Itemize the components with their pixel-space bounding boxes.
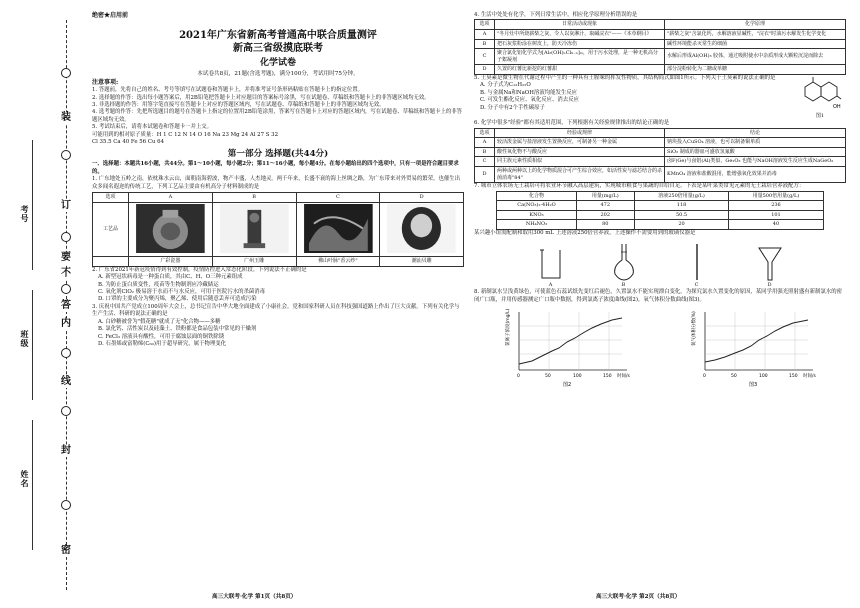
q6-cell: D: [475, 166, 495, 182]
q3-option: A. 白砂糖被誉为"假花糖"就成了无"化合物——多糖: [98, 318, 221, 325]
apparatus-c: [682, 242, 712, 289]
volumetric-flask-icon: [609, 242, 639, 282]
q4-cell: "冬月灶中所烧薪柴之灰，令人以灰淋汁，取碱浣衣"——《本草纲目》: [495, 30, 665, 40]
q6-cell: 酸性氧化物不与酸反应: [495, 147, 665, 157]
q1-option-a: A: [129, 193, 213, 203]
q4-header: 选项: [475, 20, 495, 30]
page-2-footer: 高三大联考·化学 第2页（共8页）: [596, 594, 681, 600]
binding-mark: 不: [61, 268, 71, 279]
q7-table: [496, 191, 823, 230]
apparatus-a: [536, 242, 566, 289]
shell-carving-image: [381, 204, 462, 253]
x-tick: 50: [731, 374, 737, 380]
q5-option: B. 与金属Na和NaOH溶液均能发生反应: [480, 89, 578, 96]
binding-mark: 封: [61, 445, 71, 456]
field-line-name: [32, 420, 33, 550]
q4-cell: 聚合氯化铝化学式为[Al₂(OH)ₙCl₆₋ₙ]ₘ，用于污水处理，是一种无机高分子絮凝剂: [495, 49, 665, 65]
binding-circle: [61, 406, 71, 416]
q6-cell: SiO₂ 制成的器皿可盛放氢氟酸: [665, 147, 846, 157]
binding-circle: [61, 348, 71, 358]
binding-mark: 答: [61, 300, 71, 311]
binding-circle: [61, 150, 71, 160]
q1-caption-spacer: [93, 257, 129, 267]
note-item: 4. 选考题的作答：先把所选题目的题号在答题卡上指定的位置用2B铅笔涂黑，答案写在答题卡上对应的答题区域内，写在试题卷、草稿纸和答题卡上的非答题区域均无效。: [92, 109, 463, 123]
q1-option-d: D: [380, 193, 464, 203]
q3-option: C. FeCl₃ 溶液具有酸性，可用于腐蚀层面的铜铁除锈: [98, 333, 225, 340]
q6-table: [474, 128, 846, 184]
q6-cell: 卤F(Ge)与卤铝(Al)类似，Ge₂O₃ 也能与NaOH溶液发生反应生成NaGeO₂: [665, 157, 846, 167]
q4-cell: A: [475, 30, 495, 40]
exam-subtitle: 新高三省级摸底联考: [233, 43, 323, 55]
q5-figure: [794, 75, 846, 120]
field-label-exam-number: 考号: [20, 205, 30, 223]
binding-circle: [61, 500, 71, 510]
q7-header: 用量(mg/L): [576, 191, 634, 201]
q5-option: A. 分子式为C₁₂H₂₂O: [480, 82, 531, 89]
note-item: 3. 非选择题的作答：用签字笔直接写在答题卡上对应的答题区域内，写在试题卷、草稿纸和答题卡上的非答题区域均无效。: [92, 102, 385, 109]
q4-cell: B: [475, 39, 495, 49]
atomic-masses: 可能用到的相对原子质量：H 1 C 12 N 14 O 16 Na 23 Mg 24 Al 27 S 32: [92, 131, 279, 138]
page-1-footer: 高三大联考·化学 第1页（共8页）: [212, 594, 297, 600]
exam-title: 2021年广东省新高考普通高中联合质量测评: [179, 30, 377, 42]
binding-circle: [61, 68, 71, 78]
q1-col-option: 选项: [93, 193, 129, 203]
binding-mark: 要: [61, 252, 71, 263]
apparatus-label: B: [621, 282, 626, 289]
q1-table: [92, 192, 464, 267]
chloride-xlabel: 时间/s: [617, 374, 630, 380]
q5-block: [474, 75, 846, 120]
apparatus-d: [755, 242, 785, 289]
porcelain-vase-image: [130, 204, 211, 253]
x-tick: 0: [703, 374, 706, 380]
chloride-ylabel: 氯离子浓度(mg/L): [506, 308, 511, 347]
q4-cell: 部分淀粉转化为二糖或单糖: [665, 65, 846, 75]
funnel-icon: [755, 242, 785, 282]
q8-graph-chloride: [497, 306, 637, 388]
q4-cell: C: [475, 49, 495, 65]
x-tick: 150: [603, 374, 612, 380]
note-item: 2. 选择题的作答：选出每小题答案后，用2B铅笔把答题卡上对应题目的答案标号涂黑，写在试题卷、草稿纸和答题卡上的非答题区域均无效。: [92, 94, 430, 101]
q1-image-d: [380, 202, 464, 257]
q7-cell: 236: [729, 201, 823, 211]
apparatus-label: C: [694, 282, 699, 289]
q4-stem: 4. 生活中处处有化学，下列日常生活中，相应化学原理分析错误的是: [474, 12, 638, 18]
binding-margin: [0, 0, 88, 608]
apparatus-label: A: [548, 282, 553, 289]
q1-image-c: [296, 202, 380, 257]
q2-option: C. 氧化剂ClO₂ 极易溶于水而不与水反应，可用于医院污水的杀菌消毒: [98, 289, 266, 296]
q6-cell: C: [475, 157, 495, 167]
q6-cell: 同主族元素性质相似: [495, 157, 665, 167]
q6-stem: 6. 化学中很多"经验"都有其适用范围，下列根据有关经验规律推出的结论正确的是: [474, 120, 670, 127]
binding-mark: 装: [61, 112, 71, 123]
q1-row-label: 工艺品: [93, 202, 129, 257]
q4-header: 日常活动或现象: [495, 20, 665, 30]
q7-stem: 7. 城市立体农场无土栽培可将农业环节融入高层建筑，实现城市粮食与果蔬的自给自足。下表是某叶菜类常见元素的无土栽培营养液配方：: [474, 183, 805, 190]
q1-caption-a: 广彩瓷器: [129, 257, 213, 267]
x-tick: 50: [545, 374, 551, 380]
apparatus-label: D: [767, 282, 772, 289]
q1-stem: 1. 广东地处五岭之南，依枕珠水云山，面朝南海碧波，物产丰盛，人杰地灵。两千年来，长盛不衰的海上丝绸之路，为广东带来对外贸易的繁荣，也催生出众多闻名遐迩的传统工艺，下列工艺品主要由有机高分子材料制成的是: [92, 176, 461, 190]
q8-graph-oxygen: [683, 306, 823, 388]
glass-rod-icon: [682, 242, 712, 282]
page-2-column: [474, 12, 846, 388]
note-item: 5. 考试结束后，请将本试题卷和答题卡一并上交。: [92, 124, 213, 131]
q3-stem: 3. 庆祝中国共产党成立100周年大会上，总书记宣告中华大地全面建成了小康社会。党和国家科研人员在科技强国道路上作出了巨大贡献。下列有关化学与生产生活、科研的说法正确的是: [92, 303, 460, 318]
q5-figure-label: 图1: [815, 112, 825, 119]
field-label-class: 班级: [20, 330, 30, 348]
oxygen-ylabel: 氧气体积分数(%): [692, 311, 697, 347]
q4-cell: 水解后形成Al(OH)₃ 胶体，通过吸附使水中杂质形成大颗粒沉淀而除去: [665, 49, 846, 65]
q1-caption-d: 潮汕贝雕: [380, 257, 464, 267]
q5-option: C. 可发生酯化反应、氧化反应、消去反应: [480, 97, 580, 104]
oxygen-figure-label: 图3: [749, 382, 758, 389]
q7-cell: 40: [729, 220, 823, 230]
note-item: 1. 答题前，先将自己的姓名、考号等填写在试题卷和答题卡上，并将准考证号条形码粘贴在答题卡上的指定位置。: [92, 87, 363, 94]
binding-mark: 线: [61, 376, 71, 387]
q5-option: D. 分子中有2个手性碳原子: [480, 104, 545, 111]
binding-mark: 内: [61, 318, 71, 329]
jade-carving-image: [214, 204, 295, 253]
x-tick: 150: [789, 374, 798, 380]
chloride-figure-label: 图2: [563, 382, 572, 389]
binding-circle: [61, 284, 71, 294]
q1-option-c: C: [296, 193, 380, 203]
svg-text:OH: OH: [833, 103, 841, 110]
part1-instructions: 一、选择题：本题共16小题，共44分。第1～10小题，每小题2分；第11～16小题，每小题4分。在每小题给出的四个选项中，只有一项是符合题目要求的。: [92, 161, 459, 175]
q8-graphs: [474, 306, 846, 388]
q2-option: B. 为防止蛋白质变性，疫苗等生物制剂应冷藏储运: [98, 281, 219, 288]
q6-header: 选项: [475, 128, 495, 138]
q4-cell: D: [475, 65, 495, 75]
exam-meta: 本试卷共8页，21题(含选考题)，满分100分，考试用时75分钟。: [197, 71, 359, 78]
q4-cell: "薪柴之灰"含氯化钙，水解溶液显碱性，"浣衣"时油污水解发生化学变化: [665, 30, 846, 40]
q3-option: D. 石墨烯或富勒烯(C₆₀)用于超导研究，属于物理变化: [98, 340, 227, 347]
q7-cell: Ca(NO₃)₂·4H₂O: [497, 201, 576, 211]
q6-header: 结论: [665, 128, 846, 138]
q7-cell: 80: [576, 220, 634, 230]
q7-cell: 472: [576, 201, 634, 211]
q4-cell: 把石灰浆粉涂在树皮上，防天冷冻伤: [495, 39, 665, 49]
q6-cell: 两种或两种以上的化学物质混合可产生综合效应，如活性炭与滤芯结合的杀菌消毒"84": [495, 166, 665, 182]
q7-header: 用量500倍用量(g/L): [729, 191, 823, 201]
field-label-name: 姓名: [20, 470, 30, 488]
apparatus-b: [609, 242, 639, 289]
binding-mark: 密: [61, 545, 71, 556]
q6-cell: 较活泼金属与盐溶液发生置换反应，可制备另一种金属: [495, 138, 665, 148]
q6-header: 经验或规律: [495, 128, 665, 138]
q7-cell: 118: [634, 201, 728, 211]
q7-cell: 20: [634, 220, 728, 230]
q4-header: 化学原理: [665, 20, 846, 30]
q1-option-b: B: [212, 193, 296, 203]
q6-cell: B: [475, 147, 495, 157]
field-line-class: [32, 290, 33, 400]
x-tick: 100: [759, 374, 768, 380]
secret-label: 绝密★启用前: [92, 12, 129, 19]
q6-cell: 钠块投入CuSO₄ 溶液，也可以制备铜单质: [665, 138, 846, 148]
q7-after: 某兴趣小组需配制和取用300 mL 上述溶液250倍营养液，上述操作不需要用到的玻璃仪器是: [474, 229, 696, 236]
field-line-exam-number: [32, 140, 33, 270]
q1-image-a: [129, 202, 213, 257]
x-tick: 100: [573, 374, 582, 380]
q7-header: 化合物: [497, 191, 576, 201]
q6-cell: A: [475, 138, 495, 148]
atomic-masses-line2: Cl 35.5 Ca 40 Fe 56 Cu 64: [92, 139, 164, 146]
q1-caption-b: 广州玉雕: [212, 257, 296, 267]
q7-header: 溶液250倍用量(g/L): [634, 191, 728, 201]
q6-cell: KMnO₄ 溶液和盐酸混用，能增强氧化效果并消毒: [665, 166, 846, 182]
geosmin-structure-icon: [797, 75, 843, 113]
q4-cell: 久置的红薯比新挖的红薯甜: [495, 65, 665, 75]
oxygen-curve-chart: [683, 306, 823, 388]
beaker-icon: [536, 242, 566, 282]
q7-cell: NH₄NO₃: [497, 220, 576, 230]
q4-cell: 碱性环境能杀灭常生的细菌: [665, 39, 846, 49]
q7-cell: 202: [576, 210, 634, 220]
binding-circle: [61, 232, 71, 242]
q2-option: D. 口罩的主要成分为聚丙烯，聚乙烯、使用后随意丢弃可造成污染: [98, 296, 257, 303]
q2-stem: 2. 广东省2021年新冠疫情得到有效控制，疫情防控进入常态化阶段。下列说法不正确的是: [92, 266, 307, 273]
notes-heading: 注意事项:: [92, 79, 119, 87]
chloride-curve-chart: [497, 306, 637, 388]
part1-title: 第一部分 选择题(共44分): [227, 149, 329, 160]
q3-option: B. 氯化钙、活性炭以及硅藻土、铁粉都是食品包装中常见的干燥剂: [98, 326, 257, 333]
q4-table: [474, 19, 846, 75]
q2-option: A. 新型冠状病毒是一种蛋白质，其由C、H、O三种元素组成: [98, 274, 243, 281]
q7-cell: KNO₃: [497, 210, 576, 220]
page-1-column: [92, 12, 464, 348]
q1-image-b: [212, 202, 296, 257]
q5-text: [474, 75, 794, 120]
q7-apparatus: [474, 237, 846, 289]
binding-mark: 订: [61, 200, 71, 211]
q5-stem: 5. 土臭素是微生物在代谢过程中产生的一种具有土腥味的挥发性物质，其结构简式如图1所示。下列关于土臭素的说法正确的是: [474, 74, 776, 81]
x-tick: 0: [517, 374, 520, 380]
q1-caption-c: 佛山叶脉"香云纱": [296, 257, 380, 267]
q8-stem: 8. 新制氯水呈浅黄绿色，可使蓝色石蕊试纸先变红后褪色，久置氯水不能实现漂白变化。为探究氯水久置变化的原因，某同学用强光照射盛有新制氯水的密闭广口瓶，并用传感器测定广口瓶中数据，得到氯离子浓度曲线(图2)，氧气体积分数曲线(图3)。: [474, 289, 843, 303]
q7-cell: 50.5: [634, 210, 728, 220]
silk-fabric-image: [298, 204, 379, 253]
oxygen-xlabel: 时间/s: [803, 374, 816, 380]
q7-cell: 101: [729, 210, 823, 220]
subject-title: 化学试卷: [259, 58, 296, 69]
